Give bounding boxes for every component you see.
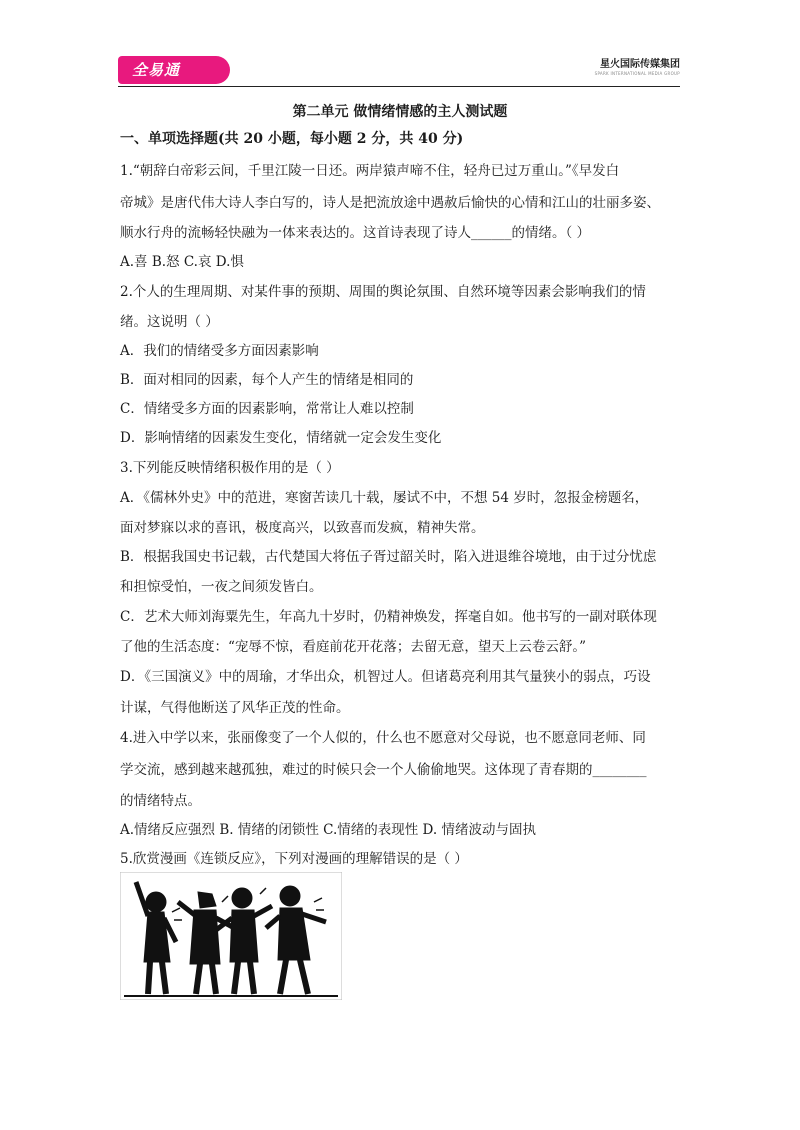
text-line: 计谋，气得他断送了风华正茂的性命。 xyxy=(120,700,350,716)
text-line: 面对梦寐以求的喜讯，极度高兴，以致喜而发疯，精神失常。 xyxy=(120,520,485,536)
text-line: 帝城》是唐代伟大诗人李白写的，诗人是把流放途中遇赦后愉快的心情和江山的壮丽多姿、 xyxy=(120,195,660,211)
publisher-name-en: SPARK INTERNATIONAL MEDIA GROUP xyxy=(594,71,680,76)
text-line: C．艺术大师刘海粟先生，年高九十岁时，仍精神焕发，挥毫自如。他书写的一副对联体现 xyxy=(120,609,657,625)
text-line: 5.欣赏漫画《连锁反应》，下列对漫画的理解错误的是（ ） xyxy=(120,851,468,867)
text-line: 2.个人的生理周期、对某件事的预期、周围的舆论氛围、自然环境等因素会影响我们的情 xyxy=(120,284,646,300)
publisher-name: 星火国际传媒集团 xyxy=(600,59,680,70)
page-title: 第二单元 做情绪情感的主人测试题 xyxy=(292,104,508,120)
text-line: A.喜 B.怒 C.哀 D.惧 xyxy=(120,254,244,270)
text-line: 学交流，感到越来越孤独，难过的时候只会一个人偷偷地哭。这体现了青春期的________ xyxy=(120,762,647,778)
text-line: D．《三国演义》中的周瑜，才华出众，机智过人。但诸葛亮利用其气量狭小的弱点，巧设 xyxy=(120,669,651,685)
publisher xyxy=(595,58,680,77)
text-line: A.情绪反应强烈 B. 情绪的闭锁性 C.情绪的表现性 D. 情绪波动与固执 xyxy=(120,822,536,838)
text-line: 3.下列能反映情绪积极作用的是（ ） xyxy=(120,460,340,476)
text-line: 和担惊受怕，一夜之间须发皆白。 xyxy=(120,579,323,595)
page-header xyxy=(118,54,680,87)
brand-logo: 全易通 xyxy=(118,56,230,84)
text-line: A．《儒林外史》中的范进，寒窗苦读几十载，屡试不中，不想 54 岁时，忽报金榜题名， xyxy=(120,490,649,506)
text-line: B．面对相同的因素，每个人产生的情绪是相同的 xyxy=(120,372,414,388)
text-line: C．情绪受多方面的因素影响，常常让人难以控制 xyxy=(120,401,414,417)
text-line: 绪。这说明（ ） xyxy=(120,314,219,330)
text-line: 4.进入中学以来，张丽像变了一个人似的，什么也不愿意对父母说，也不愿意同老师、同 xyxy=(120,730,646,746)
header-rule xyxy=(118,86,680,88)
text-line: 1.“朝辞白帝彩云间，千里江陵一日还。两岸猿声啼不住，轻舟已过万重山。”《早发白 xyxy=(120,163,620,179)
text-line: 了他的生活态度：“宠辱不惊，看庭前花开花落；去留无意，望天上云卷云舒。” xyxy=(120,639,587,655)
section-heading: 一、单项选择题(共 20 小题，每小题 2 分，共 40 分) xyxy=(120,131,464,147)
text-line: B．根据我国史书记载，古代楚国大将伍子胥过韶关时，陷入进退维谷境地，由于过分忧虑 xyxy=(120,549,657,565)
text-line: A．我们的情绪受多方面因素影响 xyxy=(120,343,319,359)
text-line: D．影响情绪的因素发生变化，情绪就一定会发生变化 xyxy=(120,430,442,446)
comic-figure xyxy=(120,872,342,1000)
text-line: 顺水行舟的流畅轻快融为一体来表达的。这首诗表现了诗人______的情绪。（ ） xyxy=(120,225,591,241)
text-line: 的情绪特点。 xyxy=(120,793,201,809)
